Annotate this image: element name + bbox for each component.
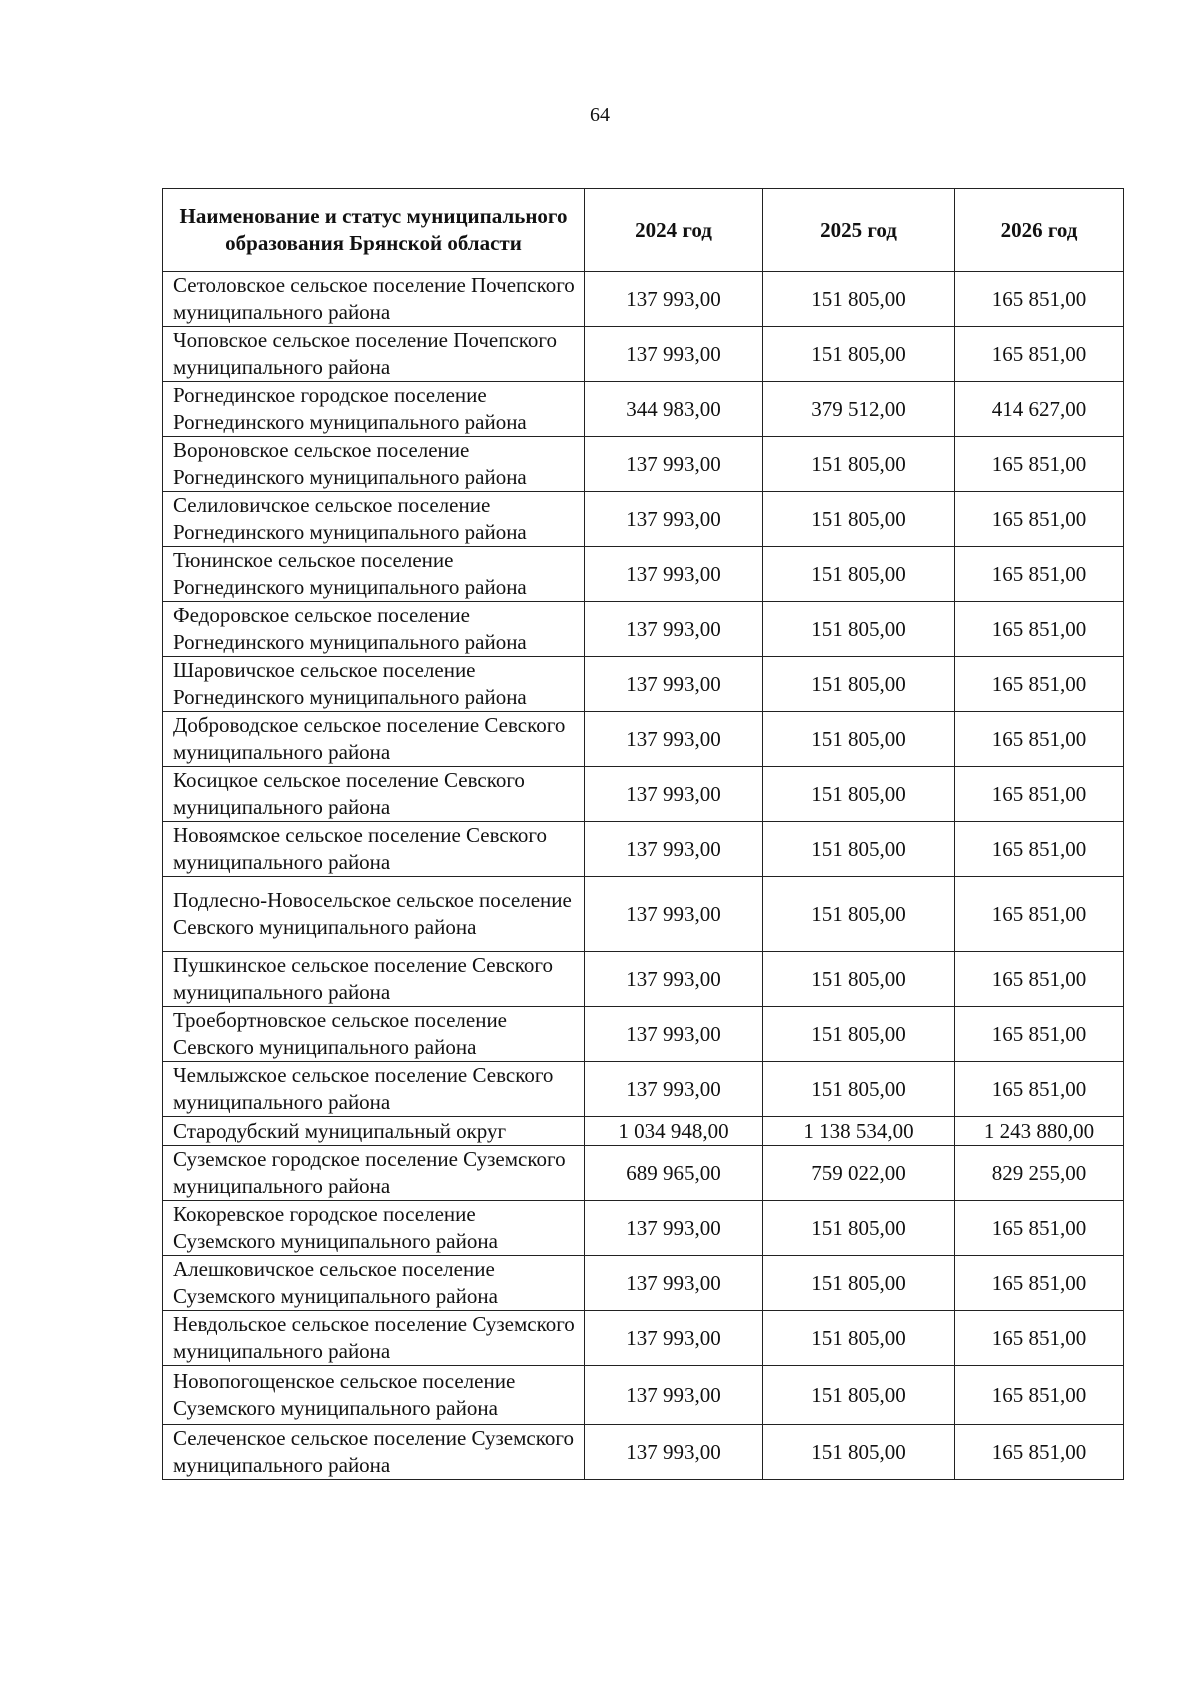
value-2026-cell: 165 851,00 [955, 272, 1124, 327]
header-name: Наименование и статус муниципального образования Брянской области [163, 189, 585, 272]
municipality-name-cell: Невдольское сельское поселение Суземского муниципального района [163, 1311, 585, 1366]
value-2025-cell: 151 805,00 [763, 327, 955, 382]
table-row [163, 1366, 1124, 1425]
municipality-name-cell: Подлесно-Новосельское сельское поселение Севского муниципального района [163, 877, 585, 952]
value-2024-cell: 137 993,00 [585, 877, 763, 952]
table-row [163, 1146, 1124, 1201]
header-2024: 2024 год [585, 189, 763, 272]
value-2026-cell: 165 851,00 [955, 877, 1124, 952]
municipality-name-cell: Новопогощенское сельское поселение Суземского муниципального района [163, 1366, 585, 1425]
value-2024-cell: 1 034 948,00 [585, 1117, 763, 1146]
value-2024-cell: 137 993,00 [585, 767, 763, 822]
value-2025-cell: 151 805,00 [763, 1007, 955, 1062]
municipality-name-cell: Федоровское сельское поселение Рогнединского муниципального района [163, 602, 585, 657]
value-2026-cell: 165 851,00 [955, 1366, 1124, 1425]
value-2026-cell: 165 851,00 [955, 547, 1124, 602]
table-row [163, 822, 1124, 877]
header-2026: 2026 год [955, 189, 1124, 272]
value-2026-cell: 165 851,00 [955, 327, 1124, 382]
table-header [163, 189, 1124, 272]
value-2026-cell: 829 255,00 [955, 1146, 1124, 1201]
value-2026-cell: 1 243 880,00 [955, 1117, 1124, 1146]
municipality-name-cell: Доброводское сельское поселение Севского муниципального района [163, 712, 585, 767]
table-body [163, 272, 1124, 1480]
page-number: 64 [590, 104, 610, 126]
table-row [163, 437, 1124, 492]
value-2025-cell: 151 805,00 [763, 822, 955, 877]
value-2025-cell: 151 805,00 [763, 602, 955, 657]
value-2026-cell: 165 851,00 [955, 657, 1124, 712]
value-2026-cell: 165 851,00 [955, 437, 1124, 492]
municipality-name-cell: Тюнинское сельское поселение Рогнединского муниципального района [163, 547, 585, 602]
value-2024-cell: 689 965,00 [585, 1146, 763, 1201]
table-row [163, 1062, 1124, 1117]
municipality-name-cell: Рогнединское городское поселение Рогнединского муниципального района [163, 382, 585, 437]
value-2025-cell: 151 805,00 [763, 657, 955, 712]
value-2026-cell: 165 851,00 [955, 1201, 1124, 1256]
value-2026-cell: 165 851,00 [955, 767, 1124, 822]
municipality-name-cell: Алешковичское сельское поселение Суземского муниципального района [163, 1256, 585, 1311]
value-2024-cell: 137 993,00 [585, 1007, 763, 1062]
value-2025-cell: 379 512,00 [763, 382, 955, 437]
table-row [163, 492, 1124, 547]
municipality-name-cell: Стародубский муниципальный округ [163, 1117, 585, 1146]
value-2026-cell: 165 851,00 [955, 952, 1124, 1007]
value-2025-cell: 151 805,00 [763, 437, 955, 492]
table-row [163, 1117, 1124, 1146]
table-row [163, 602, 1124, 657]
municipality-name-cell: Селиловичское сельское поселение Рогнединского муниципального района [163, 492, 585, 547]
value-2025-cell: 151 805,00 [763, 1366, 955, 1425]
value-2026-cell: 165 851,00 [955, 1062, 1124, 1117]
value-2026-cell: 165 851,00 [955, 1007, 1124, 1062]
value-2024-cell: 137 993,00 [585, 712, 763, 767]
value-2024-cell: 137 993,00 [585, 952, 763, 1007]
table-row [163, 547, 1124, 602]
value-2024-cell: 344 983,00 [585, 382, 763, 437]
value-2025-cell: 151 805,00 [763, 272, 955, 327]
value-2025-cell: 151 805,00 [763, 712, 955, 767]
value-2026-cell: 165 851,00 [955, 1256, 1124, 1311]
table-row [163, 1201, 1124, 1256]
table-row [163, 1007, 1124, 1062]
municipality-name-cell: Кокоревское городское поселение Суземского муниципального района [163, 1201, 585, 1256]
value-2024-cell: 137 993,00 [585, 657, 763, 712]
value-2024-cell: 137 993,00 [585, 1256, 763, 1311]
value-2025-cell: 151 805,00 [763, 952, 955, 1007]
table-row [163, 952, 1124, 1007]
municipality-name-cell: Суземское городское поселение Суземского муниципального района [163, 1146, 585, 1201]
municipality-name-cell: Шаровичское сельское поселение Рогнединского муниципального района [163, 657, 585, 712]
table-row [163, 272, 1124, 327]
value-2026-cell: 414 627,00 [955, 382, 1124, 437]
value-2026-cell: 165 851,00 [955, 1311, 1124, 1366]
table-row [163, 712, 1124, 767]
municipality-name-cell: Пушкинское сельское поселение Севского муниципального района [163, 952, 585, 1007]
value-2024-cell: 137 993,00 [585, 1201, 763, 1256]
table-row [163, 657, 1124, 712]
table-row [163, 327, 1124, 382]
table-row [163, 877, 1124, 952]
value-2024-cell: 137 993,00 [585, 1366, 763, 1425]
value-2024-cell: 137 993,00 [585, 602, 763, 657]
value-2025-cell: 151 805,00 [763, 492, 955, 547]
value-2025-cell: 151 805,00 [763, 1201, 955, 1256]
value-2025-cell: 1 138 534,00 [763, 1117, 955, 1146]
header-2025: 2025 год [763, 189, 955, 272]
municipality-name-cell: Чоповское сельское поселение Почепского муниципального района [163, 327, 585, 382]
value-2025-cell: 151 805,00 [763, 1062, 955, 1117]
table-row [163, 1311, 1124, 1366]
municipality-name-cell: Чемлыжское сельское поселение Севского муниципального района [163, 1062, 585, 1117]
value-2024-cell: 137 993,00 [585, 327, 763, 382]
value-2024-cell: 137 993,00 [585, 547, 763, 602]
municipality-name-cell: Косицкое сельское поселение Севского муниципального района [163, 767, 585, 822]
value-2024-cell: 137 993,00 [585, 492, 763, 547]
value-2025-cell: 151 805,00 [763, 767, 955, 822]
municipality-name-cell: Новоямское сельское поселение Севского муниципального района [163, 822, 585, 877]
municipality-name-cell: Троебортновское сельское поселение Севского муниципального района [163, 1007, 585, 1062]
table-row [163, 382, 1124, 437]
value-2024-cell: 137 993,00 [585, 272, 763, 327]
value-2025-cell: 151 805,00 [763, 547, 955, 602]
value-2026-cell: 165 851,00 [955, 492, 1124, 547]
value-2024-cell: 137 993,00 [585, 1062, 763, 1117]
table-row [163, 1256, 1124, 1311]
value-2024-cell: 137 993,00 [585, 1311, 763, 1366]
value-2026-cell: 165 851,00 [955, 822, 1124, 877]
value-2024-cell: 137 993,00 [585, 1425, 763, 1480]
value-2024-cell: 137 993,00 [585, 437, 763, 492]
value-2026-cell: 165 851,00 [955, 602, 1124, 657]
value-2025-cell: 151 805,00 [763, 1311, 955, 1366]
value-2025-cell: 151 805,00 [763, 1425, 955, 1480]
municipality-name-cell: Сетоловское сельское поселение Почепского муниципального района [163, 272, 585, 327]
value-2026-cell: 165 851,00 [955, 712, 1124, 767]
budget-table [162, 188, 1124, 1480]
value-2025-cell: 759 022,00 [763, 1146, 955, 1201]
value-2025-cell: 151 805,00 [763, 1256, 955, 1311]
value-2024-cell: 137 993,00 [585, 822, 763, 877]
value-2025-cell: 151 805,00 [763, 877, 955, 952]
municipality-name-cell: Вороновское сельское поселение Рогнединского муниципального района [163, 437, 585, 492]
value-2026-cell: 165 851,00 [955, 1425, 1124, 1480]
header-row [163, 189, 1124, 272]
municipality-name-cell: Селеченское сельское поселение Суземского муниципального района [163, 1425, 585, 1480]
table-row [163, 1425, 1124, 1480]
table-row [163, 767, 1124, 822]
